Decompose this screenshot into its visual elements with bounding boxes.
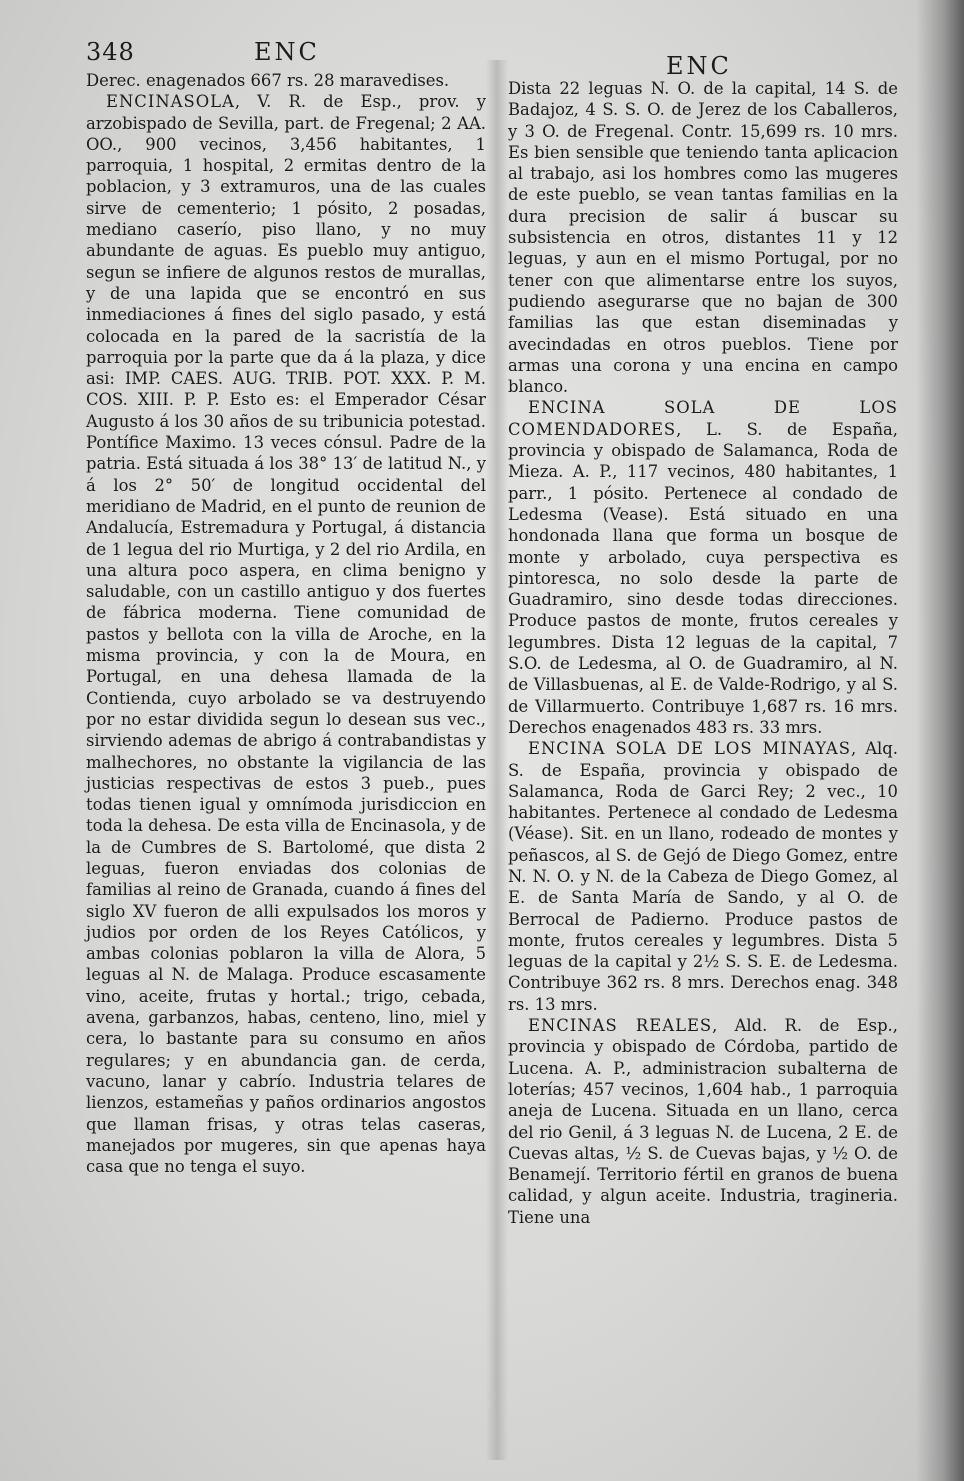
running-head-left: ENC <box>254 38 320 66</box>
entry-encinasola <box>86 91 486 1177</box>
running-head-right: ENC <box>666 52 732 80</box>
page-edge-shadow <box>916 0 964 1481</box>
entry-headword: ENCINASOLA <box>106 92 235 112</box>
continuation-paragraph: Dista 22 leguas N. O. de la capital, 14 S. de Badajoz, 4 S. S. O. de Jerez de los Caballeros, y 3 O. de Fregenal. Contr. 15,699 rs. 10 mrs. Es bien sensible que teniendo tanta aplicacion al trabajo, asi los hombres como las mugeres de este pueblo, se vean tantas familias en la dura precision de salir á buscar su subsistencia en otros, distantes 11 y 12 leguas, y aun en el mismo Portugal, por no tener con que alimentarse entre los suyos, pudiendo asegurarse que no bajan de 300 familias las que estan diseminadas y avecindadas en otros pueblos. Tiene por armas una corona y una encina en campo blanco. <box>508 79 898 397</box>
entry-text: , V. R. de Esp., prov. y arzobispado de Sevilla, part. de Fregenal; 2 AA. OO., 900 vecinos, 3,456 habitantes, 1 parroquia, 1 hospital, 2 ermitas dentro de la poblacion, y 3 extramuros, una de las cuales sirve de cementerio; 1 pósito, 2 posadas, mediano caserío, piso llano, y no muy abundante de aguas. Es pueblo muy antiguo, segun se infiere de algunos restos de murallas, y de una lapida que se encontró en sus inmediaciones á fines del siglo pasado, y está colocada en la pared de la sacristía de la parroquia por la parte que da á la plaza, y dice asi: IMP. CAES. AUG. TRIB. POT. XXX. P. M. COS. XIII. P. P. Esto es: el Emperador César Augusto á los 30 años de su tribunicia potestad. Pontífice Maximo. 13 veces cónsul. Padre de la patria. Está situada á los 38° 13′ de latitud N., y á los 2° 50′ de longitud occidental del meridiano de Madrid, en el punto de reunion de Andalucía, Estremadura y Portugal, á distancia de 1 legua del rio Murtiga, y 2 del rio Ardila, en una altura poco aspera, en clima benigno y saludable, con un castillo antiguo y dos fuertes de fábrica moderna. Tiene comunidad de pastos y bellota con la villa de Aroche, en la misma provincia, y con la de Moura, en Portugal, en una dehesa llamada de la Contienda, cuyo arbolado se va destruyendo por no estar dividida segun lo desean sus vec., sirviendo ademas de abrigo á contrabandistas y malhechores, no obstante la vigilancia de las justicias respectivas de estos 3 pueb., pues todas tienen igual y omnímoda jurisdiccion en toda la dehesa. De esta villa de Encinasola, y de la de Cumbres de S. Bartolomé, que dista 2 leguas, fueron enviadas dos colonias de familias al reino de Granada, cuando á fines del siglo XV fueron de alli expulsados los moros y judios por orden de los Reyes Católicos, y ambas colonias poblaron la villa de Alora, 5 leguas al N. de Malaga. Produce escasamente vino, aceite, frutas y hortal.; trigo, cebada, avena, garbanzos, habas, centeno, lino, miel y cera, lo bastante para su consumo en años regulares; y en abundancia gan. de cerda, vacuno, lanar y cabrío. Industria telares de lienzos, estameñas y paños ordinarios angostos que llaman frisas, y otras telas caseras, manejados por mugeres, sin que apenas haya casa que no tenga el suyo. <box>86 92 486 1177</box>
right-column <box>508 78 898 1228</box>
entry-headword: ENCINAS REALES <box>528 1016 713 1036</box>
entry-text: , Ald. R. de Esp., provincia y obispado de Córdoba, partido de Lucena. A. P., administracion subalterna de loterías; 457 vecinos, 1,604 hab., 1 parroquia aneja de Lucena. Situada en un llano, cerca del rio Genil, á 3 leguas N. de Lucena, 2 E. de Cuevas altas, ½ S. de Cuevas bajas, y ½ O. de Benamejí. Territorio fértil en granos de buena calidad, y algun aceite. Industria, tragineria. Tiene una <box>508 1016 898 1227</box>
left-column <box>86 70 486 1177</box>
column-gutter <box>486 60 508 1460</box>
entry-encina-sola-minayas <box>508 738 898 1015</box>
entry-text: , Alq. S. de España, provincia y obispado de Salamanca, Roda de Garci Rey; 2 vec., 10 habitantes. Pertenece al condado de Ledesma (Véase). Sit. en un llano, rodeado de montes y peñascos, al S. de Gejó de Diego Gomez, entre N. N. O. y N. de la Cabeza de Diego Gomez, al E. de Santa María de Sando, y al O. de Berrocal de Padierno. Produce pastos de monte, frutos cereales y legumbres. Dista 5 leguas de la capital y 2½ S. S. E. de Ledesma. Contribuye 362 rs. 8 mrs. Derechos enag. 348 rs. 13 mrs. <box>508 739 898 1014</box>
entry-headword: ENCINA SOLA DE LOS COMENDADORES <box>508 398 898 439</box>
entry-text: , L. S. de España, provincia y obispado de Salamanca, Roda de Mieza. A. P., 117 vecinos, 480 habitantes, 1 parr., 1 pósito. Pertenece al condado de Ledesma (Vease). Está situado en una hondonada llana que forma un bosque de monte y arbolado, cuya perspectiva es pintoresca, no solo desde la parte de Guadramiro, sino desde todas direcciones. Produce pastos de monte, frutos cereales y legumbres. Dista 12 leguas de la capital, 7 S.O. de Ledesma, al O. de Guadramiro, al N. de Villasbuenas, al E. de Valde-Rodrigo, y al S. de Villarmuerto. Contribuye 1,687 rs. 16 mrs. Derechos enagenados 483 rs. 33 mrs. <box>508 419 898 737</box>
entry-encinas-reales <box>508 1015 898 1228</box>
entry-headword: ENCINA SOLA DE LOS MINAYAS <box>528 739 851 759</box>
entry-encina-sola-comendadores <box>508 397 898 738</box>
page-number: 348 <box>86 38 135 66</box>
continuation-paragraph: Derec. enagenados 667 rs. 28 maravedises. <box>86 71 450 90</box>
